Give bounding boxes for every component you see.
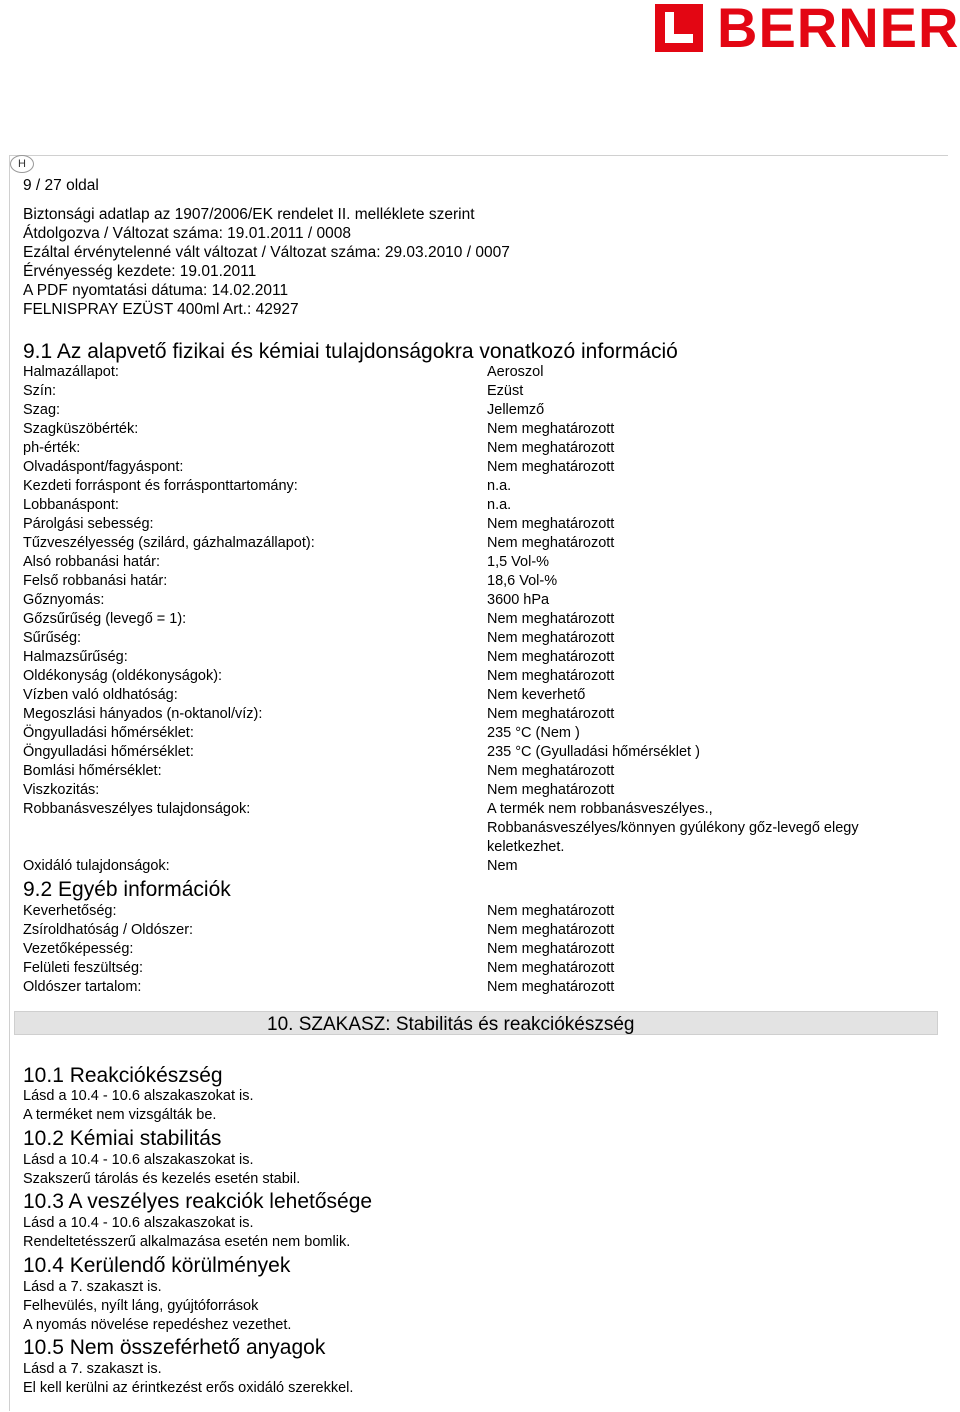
subsection-title: 10.3 A veszélyes reakciók lehetősége: [23, 1190, 373, 1213]
property-value: Nem meghatározott: [487, 922, 615, 938]
subsection-title: 10.1 Reakciókészség: [23, 1064, 223, 1087]
property-label: Olvadáspont/fagyáspont:: [23, 459, 184, 475]
language-badge: H: [10, 155, 34, 173]
header-line: Ezáltal érvénytelenné vált változat / Változat száma: 29.03.2010 / 0007: [23, 244, 510, 261]
header-line: Biztonsági adatlap az 1907/2006/EK rendelet II. melléklete szerint: [23, 206, 475, 223]
property-label: Oxidáló tulajdonságok:: [23, 858, 170, 874]
property-value: Nem meghatározott: [487, 630, 615, 646]
property-value: Nem meghatározott: [487, 903, 615, 919]
property-value: 3600 hPa: [487, 592, 550, 608]
subsection-text: Lásd a 7. szakaszt is.: [23, 1361, 162, 1377]
property-value: Nem meghatározott: [487, 668, 615, 684]
property-value: Aeroszol: [487, 364, 544, 380]
property-value: Nem meghatározott: [487, 611, 615, 627]
property-label: Sűrűség:: [23, 630, 82, 646]
property-value: 235 °C (Nem ): [487, 725, 580, 741]
subsection-text: A nyomás növelése repedéshez vezethet.: [23, 1317, 292, 1333]
berner-logo: [655, 0, 960, 60]
subsection-title: 10.2 Kémiai stabilitás: [23, 1127, 222, 1150]
subsection-text: Lásd a 10.4 - 10.6 alszakaszokat is.: [23, 1152, 254, 1168]
property-label: Alsó robbanási határ:: [23, 554, 161, 570]
property-label: Felső robbanási határ:: [23, 573, 168, 589]
property-label: Keverhetőség:: [23, 903, 117, 919]
property-label: Bomlási hőmérséklet:: [23, 763, 162, 779]
property-value: 235 °C (Gyulladási hőmérséklet ): [487, 744, 700, 760]
property-label: Lobbanáspont:: [23, 497, 119, 513]
property-label: Megoszlási hányados (n-oktanol/víz):: [23, 706, 263, 722]
subsection-text: Lásd a 10.4 - 10.6 alszakaszokat is.: [23, 1215, 254, 1231]
header-line: Érvényesség kezdete: 19.01.2011: [23, 263, 257, 280]
property-value: Nem meghatározott: [487, 979, 615, 995]
property-value: Nem: [487, 858, 518, 874]
section-10-heading: [14, 1011, 938, 1035]
property-value: A termék nem robbanásveszélyes.,: [487, 801, 713, 817]
subsection-text: Lásd a 7. szakaszt is.: [23, 1279, 162, 1295]
property-label: Felületi feszültség:: [23, 960, 144, 976]
property-value: Nem meghatározott: [487, 941, 615, 957]
subsection-title: 10.5 Nem összeférhető anyagok: [23, 1336, 326, 1359]
property-value: keletkezhet.: [487, 839, 565, 855]
subsection-text: Rendeltetésszerű alkalmazása esetén nem bomlik.: [23, 1234, 351, 1250]
property-value: Nem meghatározott: [487, 516, 615, 532]
property-value: Robbanásveszélyes/könnyen gyúlékony gőz-levegő elegy: [487, 820, 859, 836]
property-value: 18,6 Vol-%: [487, 573, 558, 589]
subsection-title: 10.4 Kerülendő körülmények: [23, 1254, 291, 1277]
property-label: Halmazsűrűség:: [23, 649, 128, 665]
property-value: Nem meghatározott: [487, 782, 615, 798]
property-label: ph-érték:: [23, 440, 81, 456]
property-label: Gőznyomás:: [23, 592, 105, 608]
property-label: Gőzsűrűség (levegő = 1):: [23, 611, 187, 627]
property-label: Oldószer tartalom:: [23, 979, 142, 995]
property-value: Nem meghatározott: [487, 421, 615, 437]
section-9-1-title: 9.1 Az alapvető fizikai és kémiai tulajdonságokra vonatkozó információ: [23, 340, 678, 363]
subsection-text: Lásd a 10.4 - 10.6 alszakaszokat is.: [23, 1088, 254, 1104]
property-label: Öngyulladási hőmérséklet:: [23, 725, 194, 741]
property-label: Kezdeti forráspont és forrásponttartomány:: [23, 478, 298, 494]
property-value: Jellemző: [487, 402, 545, 418]
property-value: Nem meghatározott: [487, 440, 615, 456]
subsection-text: Szakszerű tárolás és kezelés esetén stabil.: [23, 1171, 301, 1187]
property-value: Nem keverhető: [487, 687, 586, 703]
subsection-text: El kell kerülni az érintkezést erős oxidáló szerekkel.: [23, 1380, 354, 1396]
section-10-title: 10. SZAKASZ: Stabilitás és reakciókészség: [267, 1014, 635, 1035]
property-label: Halmazállapot:: [23, 364, 119, 380]
property-value: Nem meghatározott: [487, 459, 615, 475]
property-label: Oldékonyság (oldékonyságok):: [23, 668, 223, 684]
property-label: Szagküszöbérték:: [23, 421, 139, 437]
property-label: Öngyulladási hőmérséklet:: [23, 744, 194, 760]
property-value: Nem meghatározott: [487, 706, 615, 722]
property-value: Ezüst: [487, 383, 524, 399]
property-label: Vezetőképesség:: [23, 941, 134, 957]
property-value: n.a.: [487, 497, 512, 513]
page-number: 9 / 27 oldal: [23, 177, 99, 194]
property-label: Zsíroldhatóság / Oldószer:: [23, 922, 194, 938]
property-label: Szín:: [23, 383, 57, 399]
property-label: Tűzveszélyesség (szilárd, gázhalmazállapot):: [23, 535, 315, 551]
property-value: Nem meghatározott: [487, 649, 615, 665]
subsection-text: A terméket nem vizsgálták be.: [23, 1107, 217, 1123]
property-value: n.a.: [487, 478, 512, 494]
property-value: Nem meghatározott: [487, 960, 615, 976]
property-label: Szag:: [23, 402, 61, 418]
berner-mark-icon: [655, 4, 703, 52]
property-label: Viszkozitás:: [23, 782, 100, 798]
property-label: Vízben való oldhatóság:: [23, 687, 178, 703]
property-label: Párolgási sebesség:: [23, 516, 154, 532]
subsection-text: Felhevülés, nyílt láng, gyújtóforrások: [23, 1298, 259, 1314]
header-line: A PDF nyomtatási dátuma: 14.02.2011: [23, 282, 289, 299]
property-value: Nem meghatározott: [487, 763, 615, 779]
property-value: Nem meghatározott: [487, 535, 615, 551]
property-label: Robbanásveszélyes tulajdonságok:: [23, 801, 251, 817]
section-9-2-title: 9.2 Egyéb információk: [23, 878, 231, 901]
brand-name: BERNER: [717, 0, 960, 59]
property-value: 1,5 Vol-%: [487, 554, 550, 570]
header-line: FELNISPRAY EZÜST 400ml Art.: 42927: [23, 301, 299, 318]
header-line: Átdolgozva / Változat száma: 19.01.2011 / 0008: [23, 225, 352, 242]
